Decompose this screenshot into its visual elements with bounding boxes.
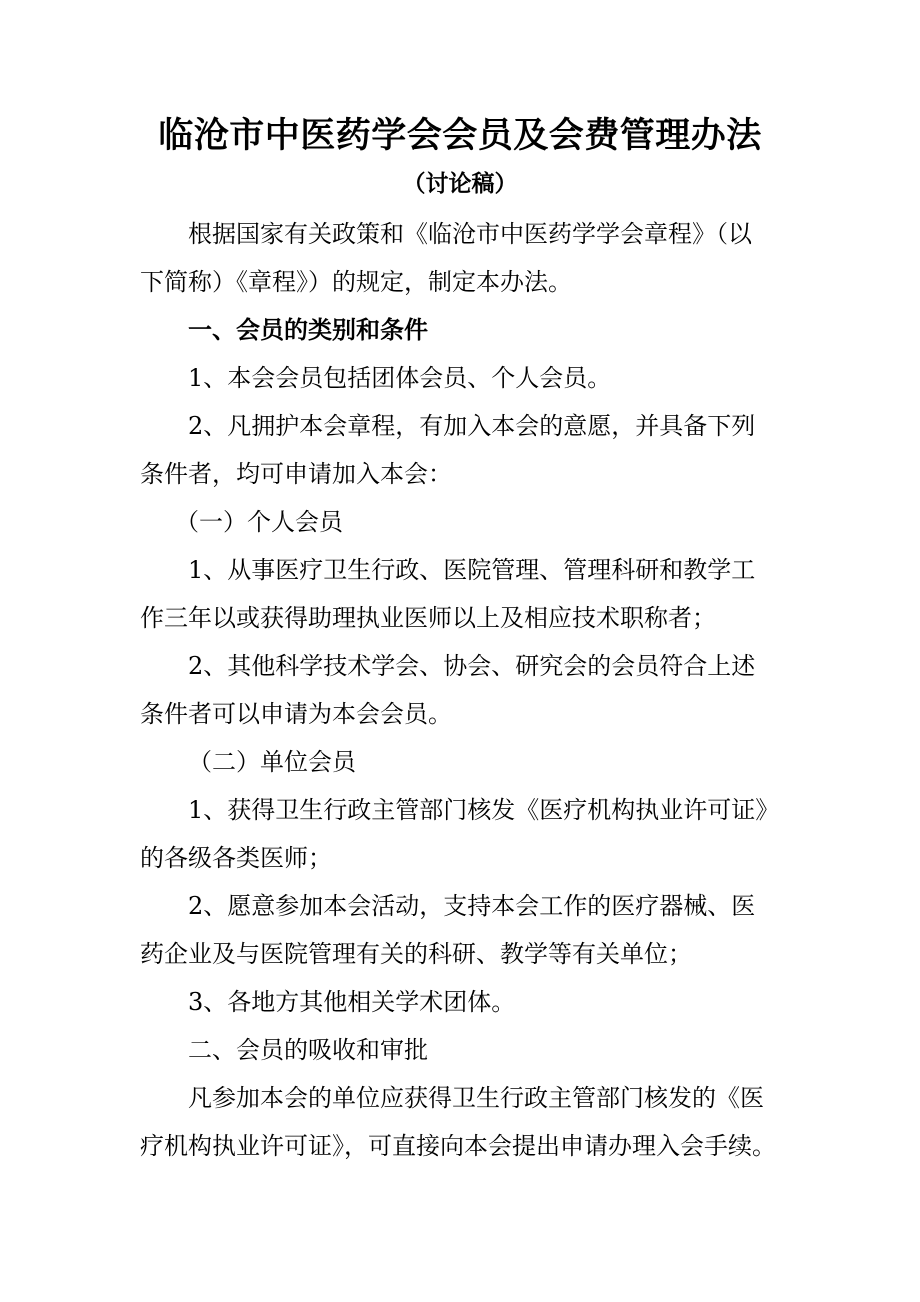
subsection-heading: （二）单位会员 (188, 748, 356, 776)
paragraph-line: 根据国家有关政策和《临沧市中医药学学会章程》（以 (188, 220, 752, 248)
paragraph-line: 1、本会会员包括团体会员、个人会员。 (188, 364, 612, 392)
document-subtitle: （讨论稿） (402, 170, 518, 197)
section-heading: 二、会员的吸收和审批 (188, 1036, 428, 1064)
paragraph-line: 3、各地方其他相关学术团体。 (188, 988, 516, 1016)
paragraph-line: 的各级各类医师； (140, 844, 332, 872)
paragraph-line: 药企业及与医院管理有关的科研、教学等有关单位； (140, 940, 692, 968)
section-heading: 一、会员的类别和条件 (188, 315, 428, 344)
paragraph-line: 下简称）《章程》）的规定，制定本办法。 (140, 268, 572, 296)
paragraph-line: 条件者，均可申请加入本会： (140, 460, 452, 488)
paragraph-line: 2、凡拥护本会章程，有加入本会的意愿，并具备下列 (188, 412, 756, 440)
paragraph-line: 作三年以或获得助理执业医师以上及相应技术职称者； (140, 604, 716, 632)
paragraph-line: 1、获得卫生行政主管部门核发《医疗机构执业许可证》 (188, 796, 780, 824)
paragraph-line: 1、从事医疗卫生行政、医院管理、管理科研和教学工 (188, 556, 756, 584)
paragraph-line: 2、其他科学技术学会、协会、研究会的会员符合上述 (188, 652, 756, 680)
paragraph-line: 条件者可以申请为本会会员。 (140, 700, 452, 728)
document-title: 临沧市中医药学会会员及会费管理办法 (158, 115, 762, 156)
paragraph-line: 2、愿意参加本会活动，支持本会工作的医疗器械、医 (188, 892, 756, 920)
subsection-heading: （一）个人会员 (175, 508, 343, 536)
paragraph-line: 凡参加本会的单位应获得卫生行政主管部门核发的《医 (188, 1084, 764, 1112)
paragraph-line: 疗机构执业许可证》，可直接向本会提出申请办理入会手续。 (140, 1132, 776, 1160)
